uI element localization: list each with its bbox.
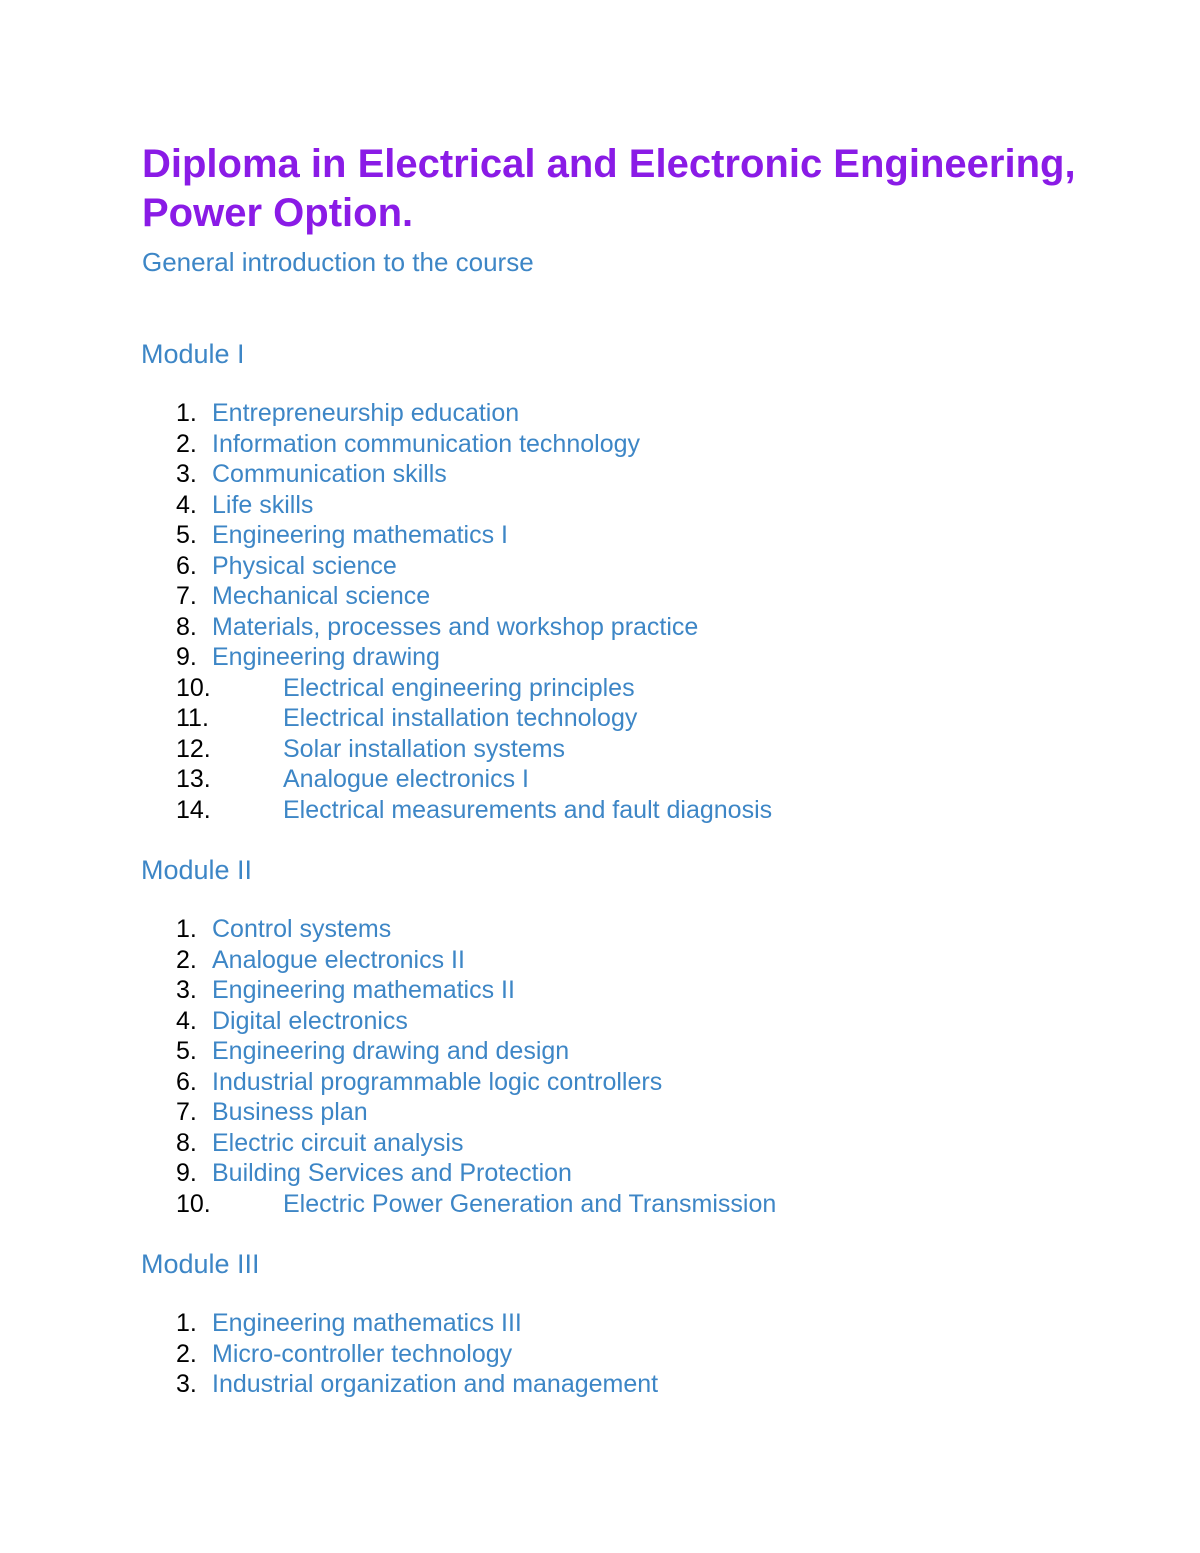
- list-item-number: 1.: [176, 915, 197, 943]
- list-item-number: 5.: [176, 1037, 197, 1065]
- list-item: [0, 490, 1100, 521]
- list-item: [0, 398, 1100, 429]
- list-item: [0, 673, 1100, 704]
- list-item-label: Solar installation systems: [283, 734, 566, 763]
- list-item-label: Industrial programmable logic controllers: [212, 1067, 663, 1096]
- list-item: [0, 914, 1100, 945]
- list-item: [0, 1158, 1100, 1189]
- list-item: [0, 429, 1100, 460]
- list-item-label: Electric circuit analysis: [212, 1128, 464, 1157]
- list-item-number: 1.: [176, 1309, 197, 1337]
- list-item-number: 8.: [176, 612, 197, 641]
- list-item: [0, 1128, 1100, 1159]
- list-item: [0, 1369, 1100, 1400]
- list-item-number: 10.: [176, 673, 211, 702]
- list-item-number: 4.: [176, 490, 197, 519]
- list-item: [0, 1036, 1100, 1067]
- list-item: [0, 1189, 1100, 1220]
- list-item-label: Engineering mathematics II: [212, 976, 515, 1004]
- list-item-label: Engineering mathematics III: [212, 1309, 522, 1337]
- list-item: [0, 795, 1100, 826]
- list-item: [0, 520, 1100, 551]
- list-item-label: Entrepreneurship education: [212, 399, 520, 427]
- list-item-number: 7.: [176, 582, 197, 610]
- list-item: [0, 1308, 1100, 1339]
- list-item-label: Electrical installation technology: [283, 704, 638, 732]
- list-item-label: Physical science: [212, 551, 397, 580]
- list-item-number: 3.: [176, 976, 197, 1004]
- module-1-list: [0, 398, 1100, 825]
- list-item: [0, 642, 1100, 673]
- list-item-number: 5.: [176, 521, 197, 549]
- document-subtitle: General introduction to the course: [142, 247, 534, 277]
- list-item-label: Engineering drawing: [212, 643, 440, 671]
- list-item-label: Control systems: [212, 915, 392, 943]
- list-item: [0, 551, 1100, 582]
- list-item-number: 7.: [176, 1098, 197, 1126]
- list-item-label: Engineering mathematics I: [212, 521, 508, 549]
- list-item-number: 11.: [176, 704, 209, 732]
- list-item: [0, 734, 1100, 765]
- module-3-list: [0, 1308, 1100, 1400]
- list-item: [0, 1006, 1100, 1037]
- document-title: Diploma in Electrical and Electronic Engineering, Power Option.: [142, 142, 1076, 235]
- module-1-heading: Module I: [141, 339, 245, 369]
- list-item: [0, 459, 1100, 490]
- list-item: [0, 581, 1100, 612]
- list-item-number: 6.: [176, 1067, 197, 1096]
- list-item-number: 8.: [176, 1128, 197, 1157]
- list-item-label: Digital electronics: [212, 1006, 408, 1035]
- list-item: [0, 612, 1100, 643]
- list-item-label: Electrical engineering principles: [283, 673, 635, 702]
- list-item: [0, 703, 1100, 734]
- list-item: [0, 945, 1100, 976]
- list-item-label: Mechanical science: [212, 582, 431, 610]
- list-item-label: Analogue electronics I: [283, 765, 529, 793]
- list-item: [0, 975, 1100, 1006]
- list-item-number: 10.: [176, 1189, 211, 1218]
- list-item-label: Building Services and Protection: [212, 1159, 572, 1187]
- list-item: [0, 764, 1100, 795]
- list-item-number: 9.: [176, 1159, 197, 1187]
- list-item-label: Electric Power Generation and Transmission: [283, 1189, 777, 1218]
- list-item-number: 14.: [176, 795, 211, 824]
- list-item-number: 2.: [176, 1339, 197, 1368]
- module-3-heading: Module III: [141, 1249, 260, 1279]
- list-item-label: Materials, processes and workshop practice: [212, 612, 699, 641]
- list-item-label: Analogue electronics II: [212, 945, 465, 974]
- list-item-number: 2.: [176, 429, 197, 458]
- list-item-number: 13.: [176, 765, 211, 793]
- list-item: [0, 1339, 1100, 1370]
- list-item: [0, 1067, 1100, 1098]
- list-item-number: 2.: [176, 945, 197, 974]
- list-item-number: 9.: [176, 643, 197, 671]
- list-item-label: Electrical measurements and fault diagnosis: [283, 795, 773, 824]
- list-item-number: 4.: [176, 1006, 197, 1035]
- list-item-label: Business plan: [212, 1098, 368, 1126]
- list-item-number: 3.: [176, 1370, 197, 1398]
- module-2-heading: Module II: [141, 855, 253, 885]
- list-item: [0, 1097, 1100, 1128]
- list-item-label: Engineering drawing and design: [212, 1037, 570, 1065]
- module-2-list: [0, 914, 1100, 1219]
- list-item-label: Communication skills: [212, 460, 447, 488]
- list-item-number: 1.: [176, 399, 197, 427]
- list-item-number: 12.: [176, 734, 211, 763]
- list-item-label: Micro-controller technology: [212, 1339, 513, 1368]
- list-item-number: 3.: [176, 460, 197, 488]
- list-item-number: 6.: [176, 551, 197, 580]
- list-item-label: Industrial organization and management: [212, 1370, 659, 1398]
- list-item-label: Information communication technology: [212, 429, 641, 458]
- list-item-label: Life skills: [212, 490, 314, 519]
